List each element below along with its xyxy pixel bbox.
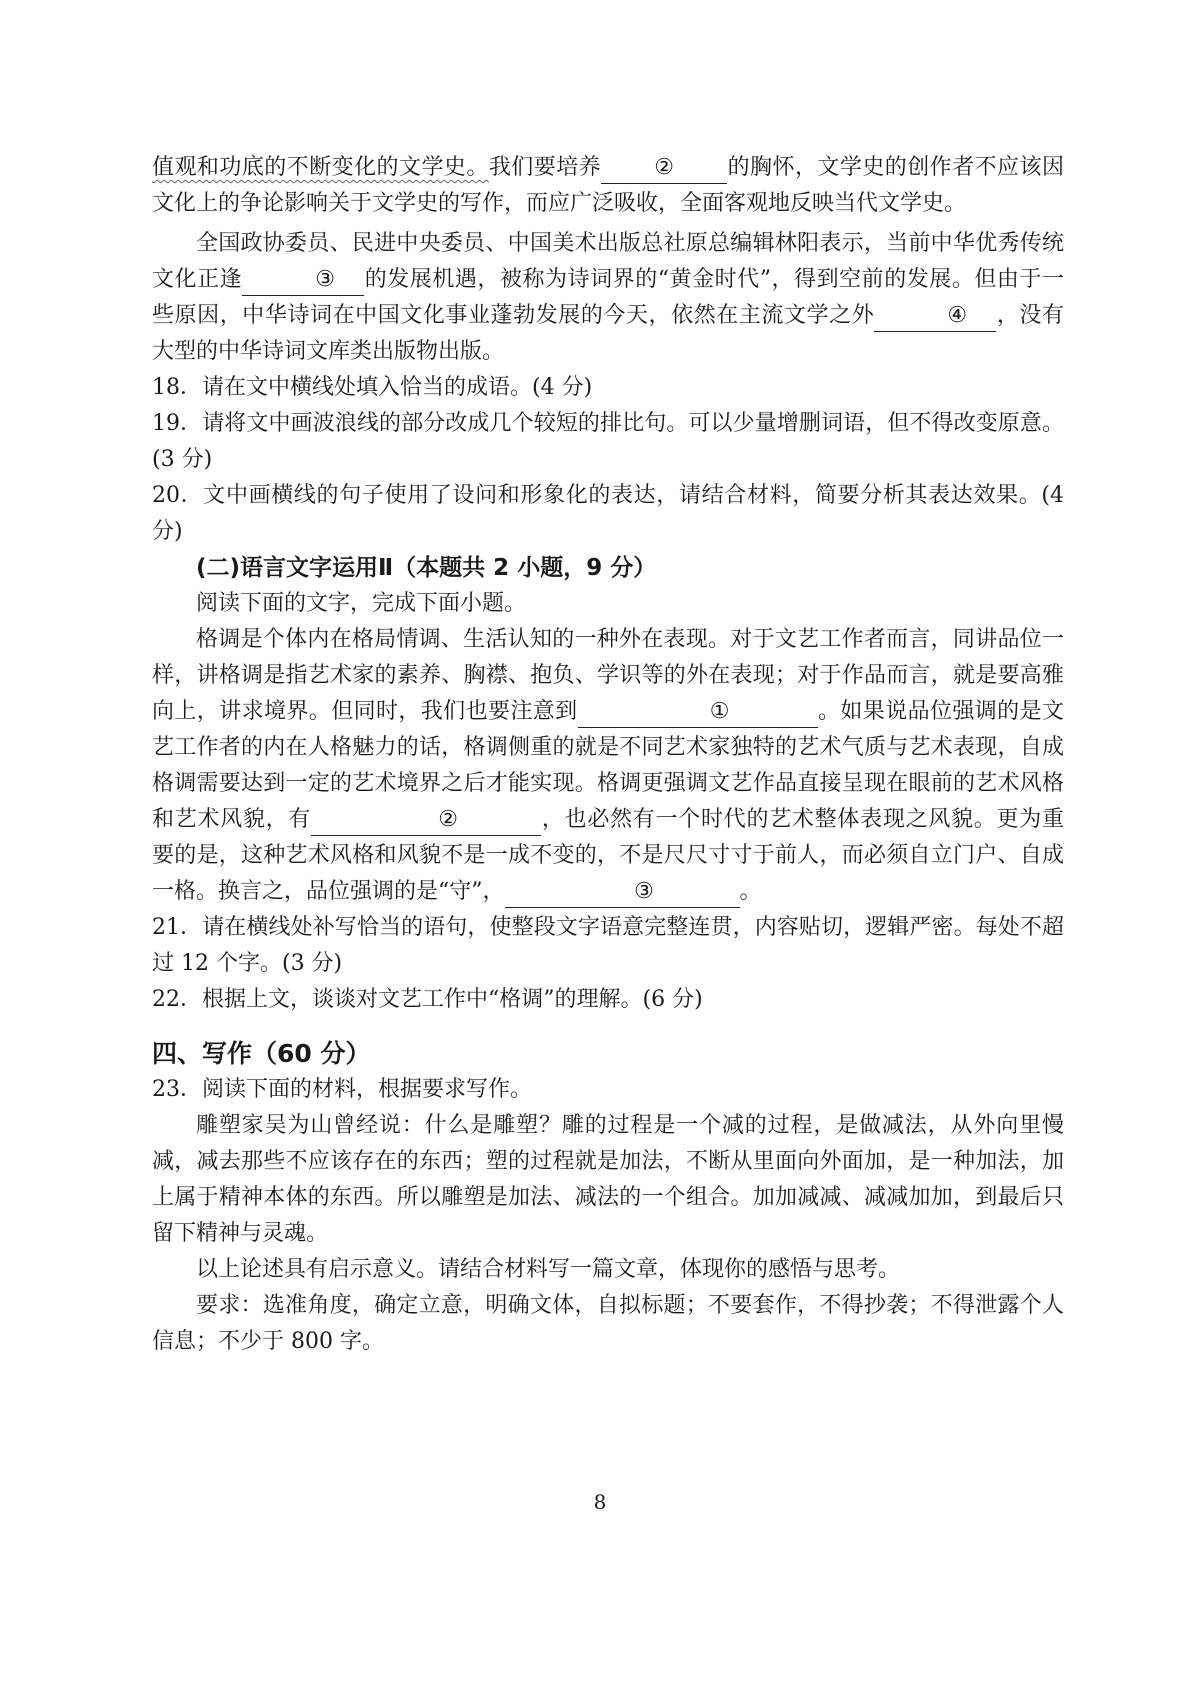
passage-text: 的发展机遇，被称为诗词界的“黄金时代”，得到空前的发展。但由于一些原因，中华诗词在中国文化事业蓬勃发展的今天，依然在主流文学之外 xyxy=(152,267,1064,328)
section-4-title: 四、写作（60 分） xyxy=(152,1039,371,1068)
passage-text: 。如果说品位强调的是文艺工作者的内在人格魅力的话，格调侧重的就是不同艺术家独特的艺术气质与艺术表现，自成格调需要达到一定的艺术境界之后才能实现。格调更强调文艺作品直接呈现在眼前的艺术风格和艺术风貌，有 xyxy=(152,699,1064,832)
question-21: 21．请在横线处补写恰当的语句，使整段文字语意完整连贯，内容贴切，逻辑严密。每处不超过 12 个字。(3 分) xyxy=(152,915,1064,976)
exam-page xyxy=(152,150,1064,1360)
passage-text: 。 xyxy=(739,879,762,904)
essay-requirements: 要求：选准角度，确定立意，明确文体，自拟标题；不要套作，不得抄袭；不得泄露个人信息；不少于 800 字。 xyxy=(152,1293,1064,1354)
wavy-underlined-text: 值观和功底的不断变化的文学史。 xyxy=(152,155,489,180)
question-18: 18．请在文中横线处填入恰当的成语。(4 分) xyxy=(152,375,593,400)
passage1-paragraph xyxy=(152,226,1064,370)
passage-text: 我们要培养 xyxy=(488,155,602,180)
question-19: 19．请将文中画波浪线的部分改成几个较短的排比句。可以少量增删词语，但不得改变原意。(3 分) xyxy=(152,411,1064,472)
answer-blank-3[interactable]: ③ xyxy=(242,265,364,296)
answer-blank-2[interactable]: ② xyxy=(311,805,541,836)
answer-blank-2[interactable]: ② xyxy=(601,153,727,184)
essay-material: 雕塑家吴为山曾经说：什么是雕塑？雕的过程是一个减的过程，是做减法，从外向里慢减，减去那些不应该存在的东西；塑的过程就是加法，不断从里面向外面加，是一种加法，加上属于精神本体的东西。所以雕塑是加法、减法的一个组合。加加减减、减减加加，到最后只留下精神与灵魂。 xyxy=(152,1113,1064,1246)
answer-blank-1[interactable]: ① xyxy=(578,697,818,728)
passage-text: ，没有大型的中华诗词文库类出版物出版。 xyxy=(152,303,1064,364)
answer-blank-4[interactable]: ④ xyxy=(874,301,996,332)
question-20: 20．文中画横线的句子使用了设问和形象化的表达，请结合材料，简要分析其表达效果。(4 分) xyxy=(152,483,1064,544)
question-22: 22．根据上文，谈谈对文艺工作中“格调”的理解。(6 分) xyxy=(152,987,703,1012)
passage-text: 全国政协委员、民进中央委员、中国美术出版总社原总编辑林阳表示，当前中华优秀传统文化正逢 xyxy=(152,231,1064,292)
essay-prompt: 以上论述具有启示意义。请结合材料写一篇文章，体现你的感悟与思考。 xyxy=(196,1257,901,1282)
question-23: 23．阅读下面的材料，根据要求写作。 xyxy=(152,1077,532,1102)
section-2-title: (二)语言文字运用Ⅱ（本题共 2 小题，9 分） xyxy=(196,555,657,581)
answer-blank-3[interactable]: ③ xyxy=(505,877,740,908)
section-2-intro: 阅读下面的文字，完成下面小题。 xyxy=(196,591,527,616)
passage1-continued xyxy=(152,150,1064,222)
passage2-paragraph xyxy=(152,622,1064,910)
passage-text: 格调是个体内在格局情调、生活认知的一种外在表现。对于文艺工作者而言，同讲品位一样，讲格调是指艺术家的素养、胸襟、抱负、学识等的外在表现；对于作品而言，就是要高雅向上，讲求境界。但同时，我们也要注意到 xyxy=(152,627,1064,724)
passage-text: ，也必然有一个时代的艺术整体表现之风貌。更为重要的是，这种艺术风格和风貌不是一成不变的，不是尺尺寸寸于前人，而必须自立门户、自成一格。换言之，品位强调的是“守”， xyxy=(152,807,1064,904)
page-number: 8 xyxy=(593,1490,607,1514)
passage-text: 的胸怀，文学史的创作者不应该因文化上的争论影响关于文学史的写作，而应广泛吸收，全面客观地反映当代文学史。 xyxy=(152,155,1064,216)
